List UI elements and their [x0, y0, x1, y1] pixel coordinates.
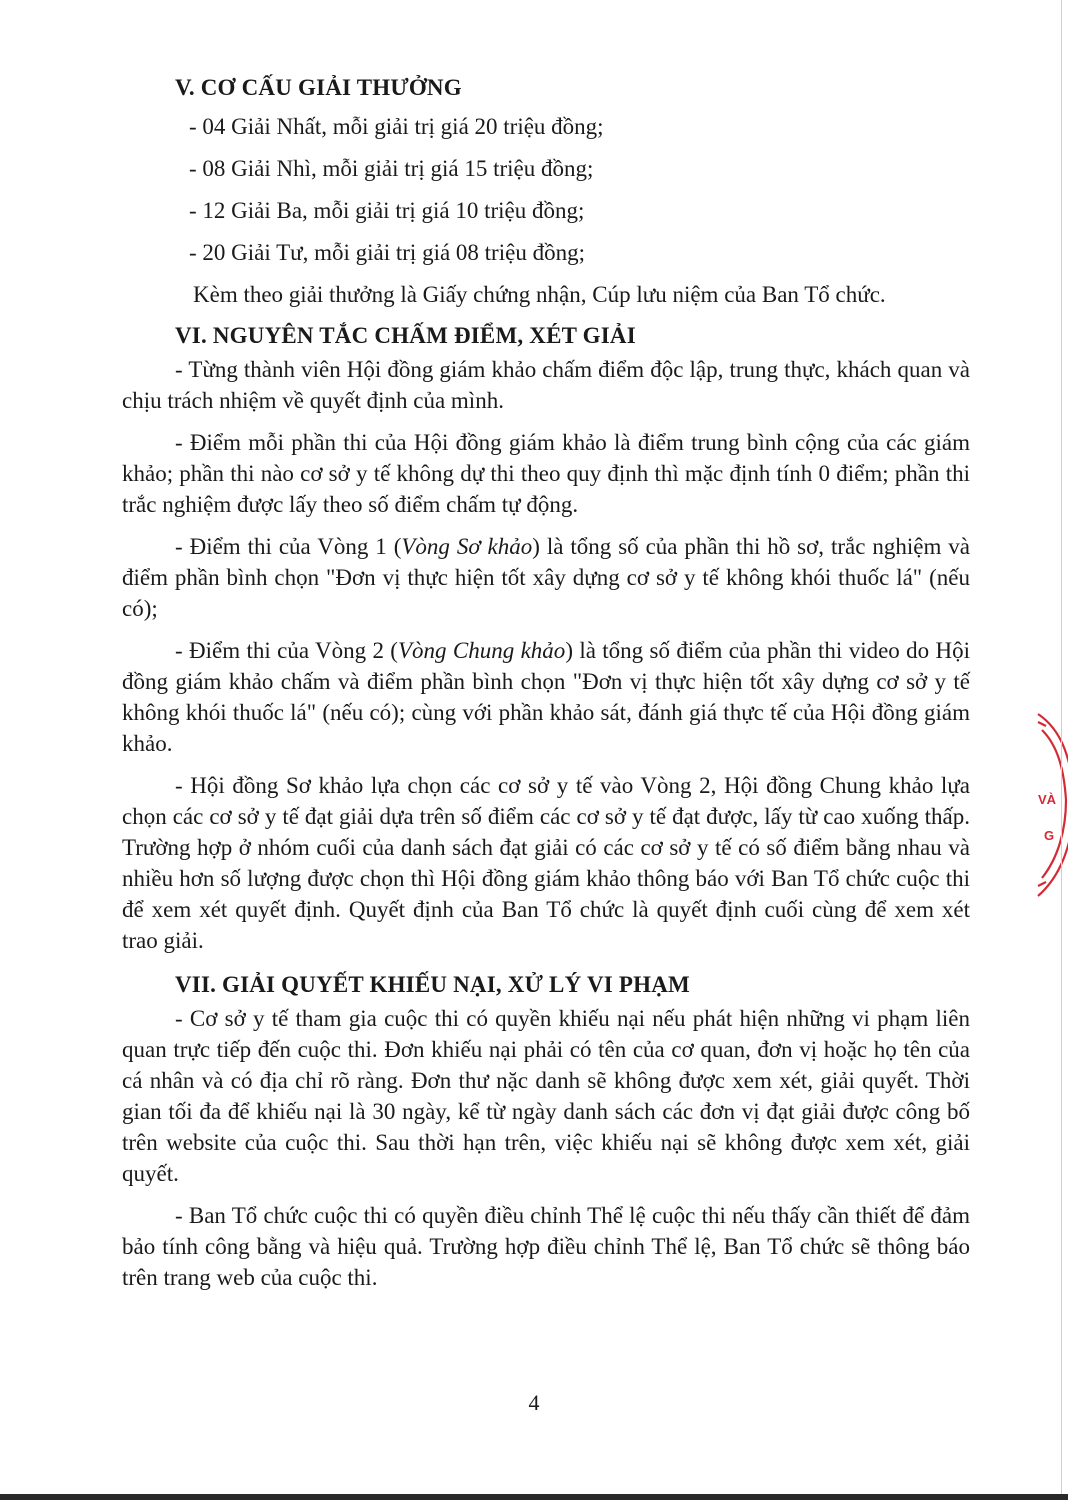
text-run: - Điểm thi của Vòng 2 (	[175, 638, 398, 663]
section-heading: V. CƠ CẤU GIẢI THƯỞNG	[175, 75, 462, 100]
seal-text: VÀ	[1038, 792, 1057, 807]
text-run: ) là tổng số của phần thi hồ sơ, trắc nghiệm và điểm phần bình chọn "Đơn vị thực hiện tốt xây dựng cơ sở y tế không khói thuốc lá" (nếu có);	[122, 534, 970, 621]
scan-bottom-edge	[0, 1494, 1068, 1500]
paragraph: - Ban Tổ chức cuộc thi có quyền điều chỉnh Thể lệ cuộc thi nếu thấy cần thiết để đảm bảo tính công bằng và hiệu quả. Trường hợp điều chỉnh Thể lệ, Ban Tổ chức sẽ thông báo trên trang web của cuộc thi.	[122, 1203, 970, 1290]
section-complaints	[122, 967, 970, 1293]
section-scoring-principles	[122, 318, 970, 956]
seal-stamp-icon	[1034, 700, 1068, 910]
seal-text: G	[1044, 828, 1055, 843]
seal-stamp-fragment	[1034, 700, 1068, 910]
prize-item: - 04 Giải Nhất, mỗi giải trị giá 20 triệu đồng;	[189, 114, 604, 139]
prize-item: - 12 Giải Ba, mỗi giải trị giá 10 triệu đồng;	[189, 198, 585, 223]
paragraph-round-2	[122, 635, 970, 759]
text-run: ) là tổng số điểm của phần thi video do Hội đồng giám khảo chấm và điểm phần bình chọn "Đơn vị thực hiện tốt xây dựng cơ sở y tế không khói thuốc lá" (nếu có); cùng với phần khảo sát, đánh giá thực tế của Hội đồng giám khảo.	[122, 638, 971, 756]
italic-term: Vòng Sơ khảo	[401, 534, 533, 559]
scan-edge-line	[1061, 0, 1062, 1500]
paragraph: - Điểm mỗi phần thi của Hội đồng giám khảo là điểm trung bình cộng của các giám khảo; phần thi nào cơ sở y tế không dự thi theo quy định thì mặc định tính 0 điểm; phần thi trắc nghiệm được lấy theo số điểm chấm tự động.	[122, 430, 970, 517]
section-heading: VI. NGUYÊN TẮC CHẤM ĐIỂM, XÉT GIẢI	[175, 323, 636, 348]
document-body	[122, 70, 970, 1304]
text-run: - Điểm thi của Vòng 1 (	[175, 534, 402, 559]
paragraph: - Hội đồng Sơ khảo lựa chọn các cơ sở y tế vào Vòng 2, Hội đồng Chung khảo lựa chọn các cơ sở y tế đạt giải dựa trên số điểm các cơ sở y tế đạt được, lấy từ cao xuống thấp. Trường hợp ở nhóm cuối của danh sách đạt giải có các cơ sở y tế có số điểm bằng nhau và nhiều hơn số lượng được chọn thì Hội đồng giám khảo thông báo với Ban Tổ chức cuộc thi để xem xét quyết định. Quyết định của Ban Tổ chức là quyết định cuối cùng để xem xét trao giải.	[122, 773, 970, 953]
paragraph: - Từng thành viên Hội đồng giám khảo chấm điểm độc lập, trung thực, khách quan và chịu trách nhiệm về quyết định của mình.	[122, 357, 970, 413]
paragraph: - Cơ sở y tế tham gia cuộc thi có quyền khiếu nại nếu phát hiện những vi phạm liên quan trực tiếp đến cuộc thi. Đơn khiếu nại phải có tên của cơ quan, đơn vị hoặc họ tên của cá nhân và có địa chỉ rõ ràng. Đơn thư nặc danh sẽ không được xem xét, giải quyết. Thời gian tối đa để khiếu nại là 30 ngày, kể từ ngày danh sách các đơn vị đạt giải được công bố trên website của cuộc thi. Sau thời hạn trên, việc khiếu nại sẽ không được xem xét, giải quyết.	[122, 1006, 970, 1186]
prize-item: - 08 Giải Nhì, mỗi giải trị giá 15 triệu đồng;	[189, 156, 594, 181]
page-number: 4	[528, 1390, 540, 1415]
section-prize-structure	[122, 70, 970, 316]
prize-note: Kèm theo giải thưởng là Giấy chứng nhận, Cúp lưu niệm của Ban Tổ chức.	[193, 282, 886, 307]
paragraph-round-1	[122, 531, 970, 624]
prize-item: - 20 Giải Tư, mỗi giải trị giá 08 triệu đồng;	[189, 240, 585, 265]
italic-term: Vòng Chung khảo	[397, 638, 566, 663]
section-heading: VII. GIẢI QUYẾT KHIẾU NẠI, XỬ LÝ VI PHẠM	[175, 972, 690, 997]
prize-list	[122, 106, 970, 274]
